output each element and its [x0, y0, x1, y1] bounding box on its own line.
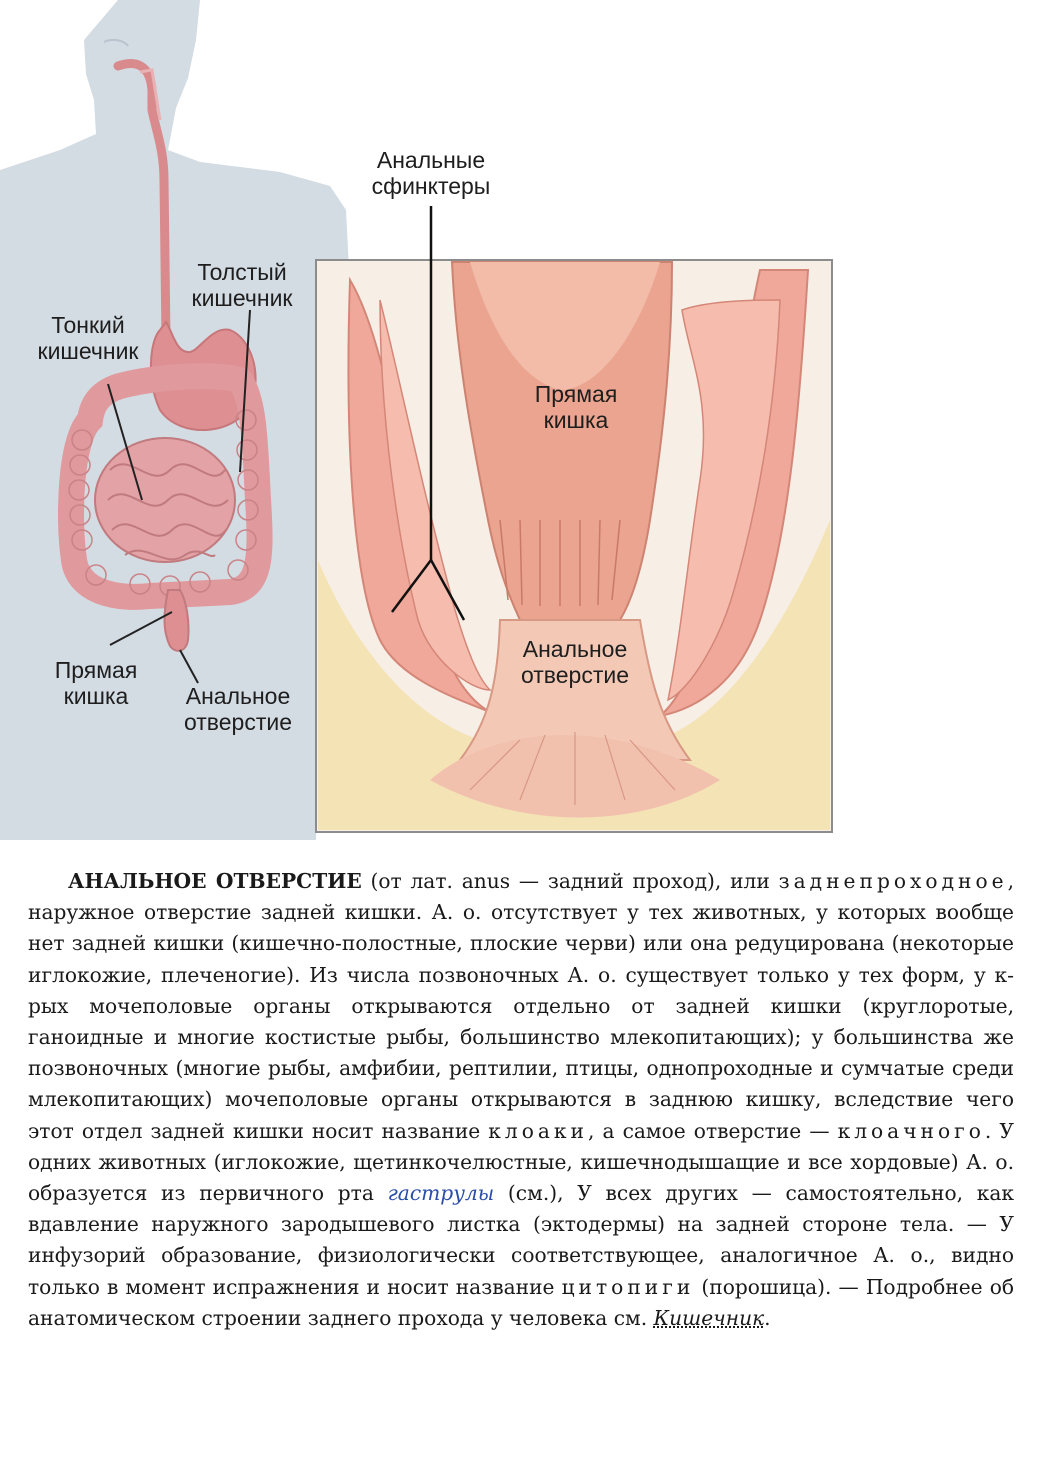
label-sphincters: Анальные сфинктеры	[371, 147, 491, 199]
small-intestine	[95, 438, 235, 562]
detail-panel	[316, 260, 832, 832]
link-gastrula[interactable]: гаструлы	[387, 1181, 495, 1206]
synonym-cytopyge: цитопиги	[561, 1274, 695, 1299]
link-intestine[interactable]: Кишечник	[653, 1305, 765, 1330]
synonym: заднепроходное	[778, 869, 1008, 893]
article-term: АНАЛЬНОЕ ОТВЕРСТИЕ	[68, 869, 362, 893]
label-large-intestine: Толстый кишечник	[191, 259, 293, 311]
synonym-cloacal: клоачного	[837, 1118, 985, 1143]
rectum	[165, 590, 189, 651]
label-rectum-body: Прямая кишка	[54, 657, 138, 709]
label-anus-body: Анальное отверстие	[183, 683, 293, 735]
label-small-intestine: Тонкий кишечник	[37, 312, 139, 364]
synonym-cloaca: клоаки	[488, 1118, 588, 1143]
label-anus-detail: Анальное отверстие	[520, 636, 630, 688]
label-rectum-detail: Прямая кишка	[534, 381, 618, 433]
article-text: АНАЛЬНОЕ ОТВЕРСТИЕ (от лат. anus — задний проход), или заднепроходное, наружное отверстие задней кишки. А. о. отсутствует у тех животных, у которых вообще нет задней кишки (кишечно-полостные, плоские черви) или она редуцирована (некоторые иглокожие, плеченогие). Из числа позвоночных А. о. существует только у тех форм, у к-рых мочеполовые органы открываются отдельно от задней кишки (круглоротые, ганоидные и многие костистые рыбы, большинство млекопитающих); у большинства же позвоночных (многие рыбы, амфибии, рептилии, птицы, однопроходные и сумчатые среди млекопитающих) мочеполовые органы открываются в заднюю кишку, вследствие чего этот отдел задней кишки носит название клоаки, а самое отверстие — клоачного. У одних животных (иглокожие, щетинкочелюстные, кишечнодышащие и все хордовые) А. о. образуется из первичного рта гаструлы (см.), У всех других — самостоятельно, как вдавление наружного зародышевого листка (эктодермы) на задней стороне тела. — У инфузорий образование, физиологически соответствующее, аналогичное А. о., видно только в момент испражнения и носит название цитопиги (порошица). — Подробнее об анатомическом строении заднего прохода у человека см. Кишечник.	[28, 869, 1015, 1330]
